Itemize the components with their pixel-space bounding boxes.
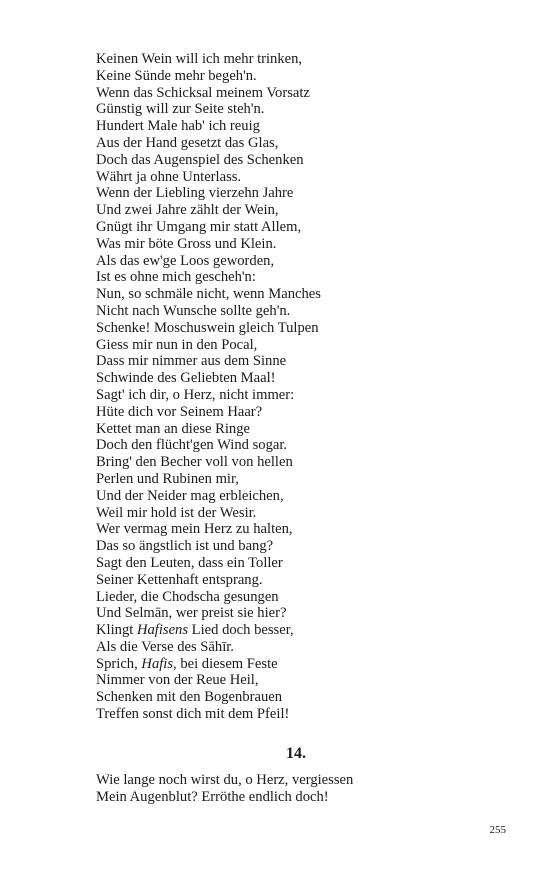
- poem-line: [96, 152, 496, 169]
- poem-line: [96, 85, 496, 102]
- poem-line: [96, 572, 496, 589]
- poem-line: [96, 555, 496, 572]
- line-text: Und zwei Jahre zählt der Wein,: [96, 202, 279, 219]
- poem-line: [96, 387, 496, 404]
- poem-line: [96, 253, 496, 270]
- poem-line: [96, 68, 496, 85]
- line-text: Wenn das Schicksal meinem Vorsatz: [96, 84, 310, 101]
- line-text: Schwinde des Geliebten Maal!: [96, 370, 276, 387]
- poem-line: [96, 589, 496, 606]
- line-text: Hundert Male hab' ich reuig: [96, 118, 260, 135]
- poem-line: Wie lange noch wirst du, o Herz, vergiessen: [96, 772, 354, 788]
- line-text: Wenn der Liebling vierzehn Jahre: [96, 185, 294, 202]
- line-text: Nun, so schmäle nicht, wenn Manches: [96, 286, 321, 303]
- poem-line: [96, 656, 496, 673]
- poem-line: [96, 185, 496, 202]
- line-text: Sagt den Leuten, dass ein Toller: [96, 554, 283, 571]
- poem-line: [96, 622, 496, 639]
- poem-line: [96, 471, 496, 488]
- poem-line: [96, 689, 496, 706]
- line-text: Perlen und Rubinen mir,: [96, 470, 239, 487]
- poem-line: [96, 706, 496, 723]
- poem-line: [96, 370, 496, 387]
- poem-line: [96, 421, 496, 438]
- poem-line: [96, 337, 496, 354]
- poem-line: [96, 538, 496, 555]
- poem-line: [96, 135, 496, 152]
- poem-13-body: [96, 51, 496, 723]
- line-text: Keinen Wein will ich mehr trinken,: [96, 51, 303, 67]
- line-text: Dass mir nimmer aus dem Sinne: [96, 353, 287, 370]
- poem-line: [96, 353, 496, 370]
- line-text: Gnügt ihr Umgang mir statt Allem,: [96, 218, 302, 235]
- line-text: Kettet man an diese Ringe: [96, 420, 250, 437]
- line-text: Hüte dich vor Seinem Haar?: [96, 403, 263, 420]
- poem-line: [96, 303, 496, 320]
- poem-line: [96, 101, 496, 118]
- poem-line: [96, 605, 496, 622]
- line-text: Ist es ohne mich gescheh'n:: [96, 269, 256, 286]
- poem-line: [96, 437, 496, 454]
- line-text: Was mir böte Gross und Klein.: [96, 235, 277, 252]
- italic-name: Hafisens: [136, 622, 189, 639]
- poem-line: [96, 454, 496, 471]
- line-text: Bring' den Becher voll von hellen: [96, 454, 293, 471]
- line-text: Sprich,: [96, 655, 142, 672]
- line-text: Als das ew'ge Loos geworden,: [96, 252, 275, 269]
- line-text: Günstig will zur Seite steh'n.: [96, 101, 265, 118]
- line-text: Nicht nach Wunsche sollte geh'n.: [96, 302, 291, 319]
- poem-line: [96, 488, 496, 505]
- line-text: Als die Verse des Sāhīr.: [96, 638, 234, 655]
- line-text: , bei diesem Feste: [173, 655, 278, 672]
- line-text: Nimmer von der Reue Heil,: [96, 672, 259, 689]
- poem-14-body: [96, 772, 496, 806]
- line-text: Aus der Hand gesetzt das Glas,: [96, 134, 279, 151]
- poem-line: [96, 269, 496, 286]
- poem-line: [96, 202, 496, 219]
- poem-line: [96, 219, 496, 236]
- line-text: Das so ängstlich ist und bang?: [96, 538, 274, 555]
- line-text: Klingt: [96, 622, 137, 639]
- line-text: Lieder, die Chodscha gesungen: [96, 588, 279, 605]
- poem-line: [96, 51, 496, 68]
- poem-line: [96, 320, 496, 337]
- page-number: 255: [489, 824, 506, 836]
- poem-line: [96, 286, 496, 303]
- poem-line: [96, 505, 496, 522]
- poem-line: [96, 672, 496, 689]
- poem-line: [96, 236, 496, 253]
- poem-line: [96, 639, 496, 656]
- poem-line: [96, 404, 496, 421]
- line-text: Weil mir hold ist der Wesir.: [96, 504, 257, 521]
- section-number: 14.: [286, 745, 306, 762]
- line-text: Doch das Augenspiel des Schenken: [96, 151, 304, 168]
- italic-name: Hafis: [141, 655, 174, 672]
- line-text: Seiner Kettenhaft entsprang.: [96, 571, 263, 588]
- line-text: Wer vermag mein Herz zu halten,: [96, 521, 293, 538]
- line-text: Treffen sonst dich mit dem Pfeil!: [96, 706, 290, 723]
- line-text: Sagt' ich dir, o Herz, nicht immer:: [96, 386, 295, 403]
- line-text: Schenke! Moschuswein gleich Tulpen: [96, 319, 319, 336]
- line-text: Doch den flücht'gen Wind sogar.: [96, 437, 288, 454]
- poem-line: [96, 521, 496, 538]
- line-text: Schenken mit den Bogenbrauen: [96, 689, 283, 706]
- poem-line: [96, 169, 496, 186]
- line-text: Giess mir nun in den Pocal,: [96, 336, 258, 353]
- line-text: Keine Sünde mehr begeh'n.: [96, 67, 257, 84]
- poem-line: [96, 118, 496, 135]
- line-text: Und der Neider mag erbleichen,: [96, 487, 284, 504]
- line-text: Lied doch besser,: [188, 622, 294, 639]
- line-text: Und Selmān, wer preist sie hier?: [96, 605, 287, 622]
- poem-line: Mein Augenblut? Erröthe endlich doch!: [96, 788, 329, 805]
- line-text: Währt ja ohne Unterlass.: [96, 168, 242, 185]
